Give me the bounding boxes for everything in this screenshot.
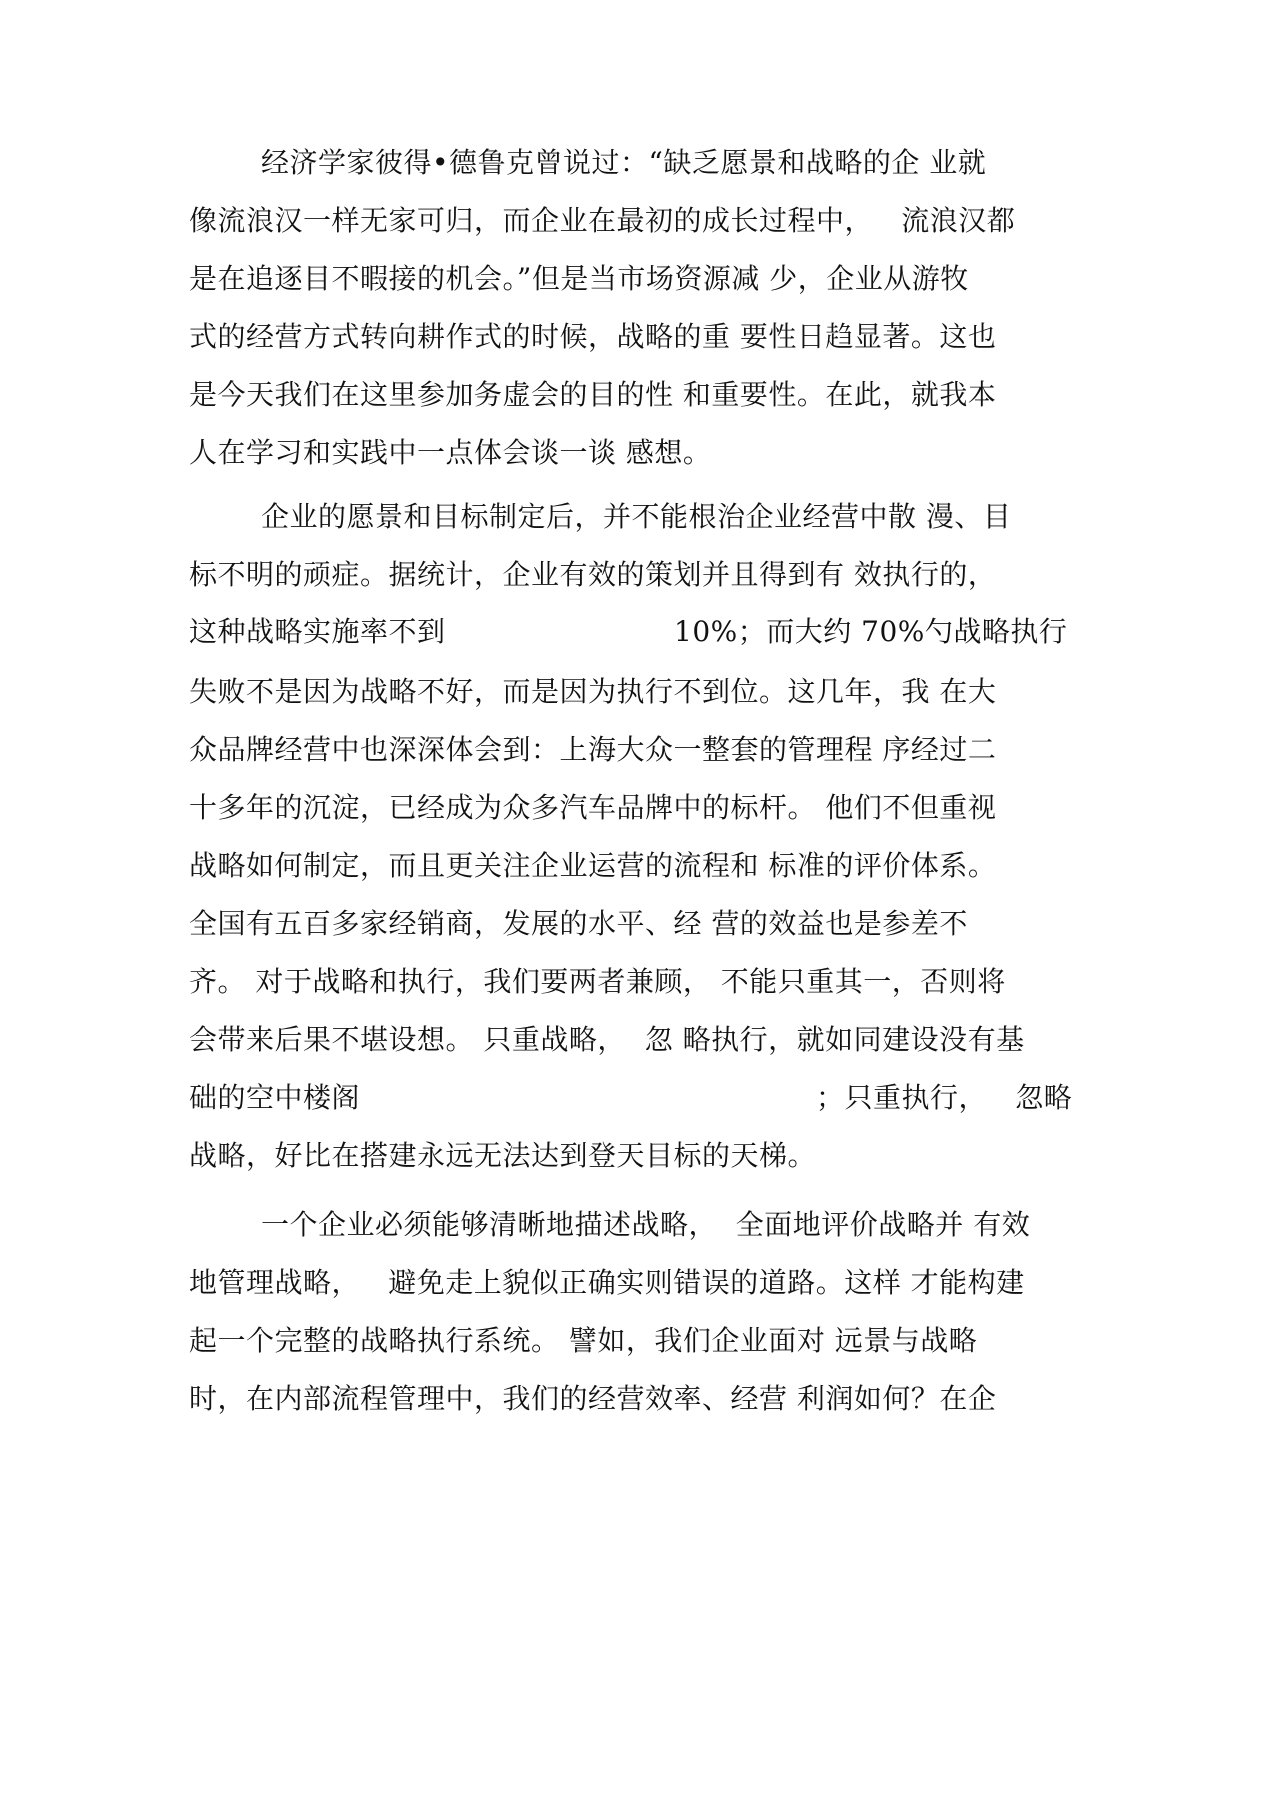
paragraph-1-line-2: 像流浪汉一样无家可归，而企业在最初的成长过程中， 流浪汉都 [189,204,1016,237]
paragraph-3-line-4: 时，在内部流程管理中，我们的经营效率、经营 利润如何？在企 [189,1382,997,1415]
paragraph-3-line-2: 地管理战略， 避免走上貌似正确实则错误的道路。这样 才能构建 [189,1266,1025,1299]
paragraph-2-line-9: 齐。 对于战略和执行，我们要两者兼顾， 不能只重其一，否则将 [189,965,1006,998]
paragraph-2-line-2: 标不明的顽症。据统计，企业有效的策划并且得到有 效执行的， [189,558,997,591]
paragraph-1-line-1: 经济学家彼得•德鲁克曾说过：“缺乏愿景和战略的企 业就 [261,146,987,179]
paragraph-3-line-3: 起一个完整的战略执行系统。 譬如，我们企业面对 远景与战略 [189,1324,978,1357]
paragraph-2-line-3 [189,610,1089,654]
paragraph-2-line-11-right: ；只重执行， 忽略 [816,1081,1073,1114]
paragraph-2-line-8: 全国有五百多家经销商，发展的水平、经 营的效益也是参差不 [189,907,968,940]
paragraph-2-line-1: 企业的愿景和目标制定后，并不能根治企业经营中散 漫、目 [261,500,1012,533]
paragraph-2-line-3-left: 这种战略实施率不到 [189,615,446,648]
paragraph-3-line-1: 一个企业必须能够清晰地描述战略， 全面地评价战略并 有效 [261,1208,1031,1241]
paragraph-2-line-11-left: 础的空中楼阁 [189,1081,361,1114]
paragraph-1-line-5: 是今天我们在这里参加务虚会的目的性 和重要性。在此，就我本 [189,378,997,411]
paragraph-2-line-3-right: 10%；而大约 70%勺战略执行 [674,615,1068,648]
paragraph-2-line-6: 十多年的沉淀，已经成为众多汽车品牌中的标杆。 他们不但重视 [189,791,997,824]
paragraph-1-line-3: 是在追逐目不暇接的机会。”但是当市场资源减 少，企业从游牧 [189,262,969,295]
paragraph-2-line-11 [189,1076,1089,1120]
paragraph-2-line-10: 会带来后果不堪设想。 只重战略， 忽 略执行，就如同建设没有基 [189,1023,1025,1056]
paragraph-2-line-7: 战略如何制定，而且更关注企业运营的流程和 标准的评价体系。 [189,849,997,882]
paragraph-1-line-4: 式的经营方式转向耕作式的时候，战略的重 要性日趋显著。这也 [189,320,997,353]
paragraph-2-line-12: 战略，好比在搭建永远无法达到登天目标的天梯。 [189,1139,817,1172]
paragraph-2-line-4: 失败不是因为战略不好，而是因为执行不到位。这几年，我 在大 [189,675,997,708]
paragraph-1-line-6: 人在学习和实践中一点体会谈一谈 感想。 [189,436,712,469]
paragraph-2-line-5: 众品牌经营中也深深体会到：上海大众一整套的管理程 序经过二 [189,733,997,766]
